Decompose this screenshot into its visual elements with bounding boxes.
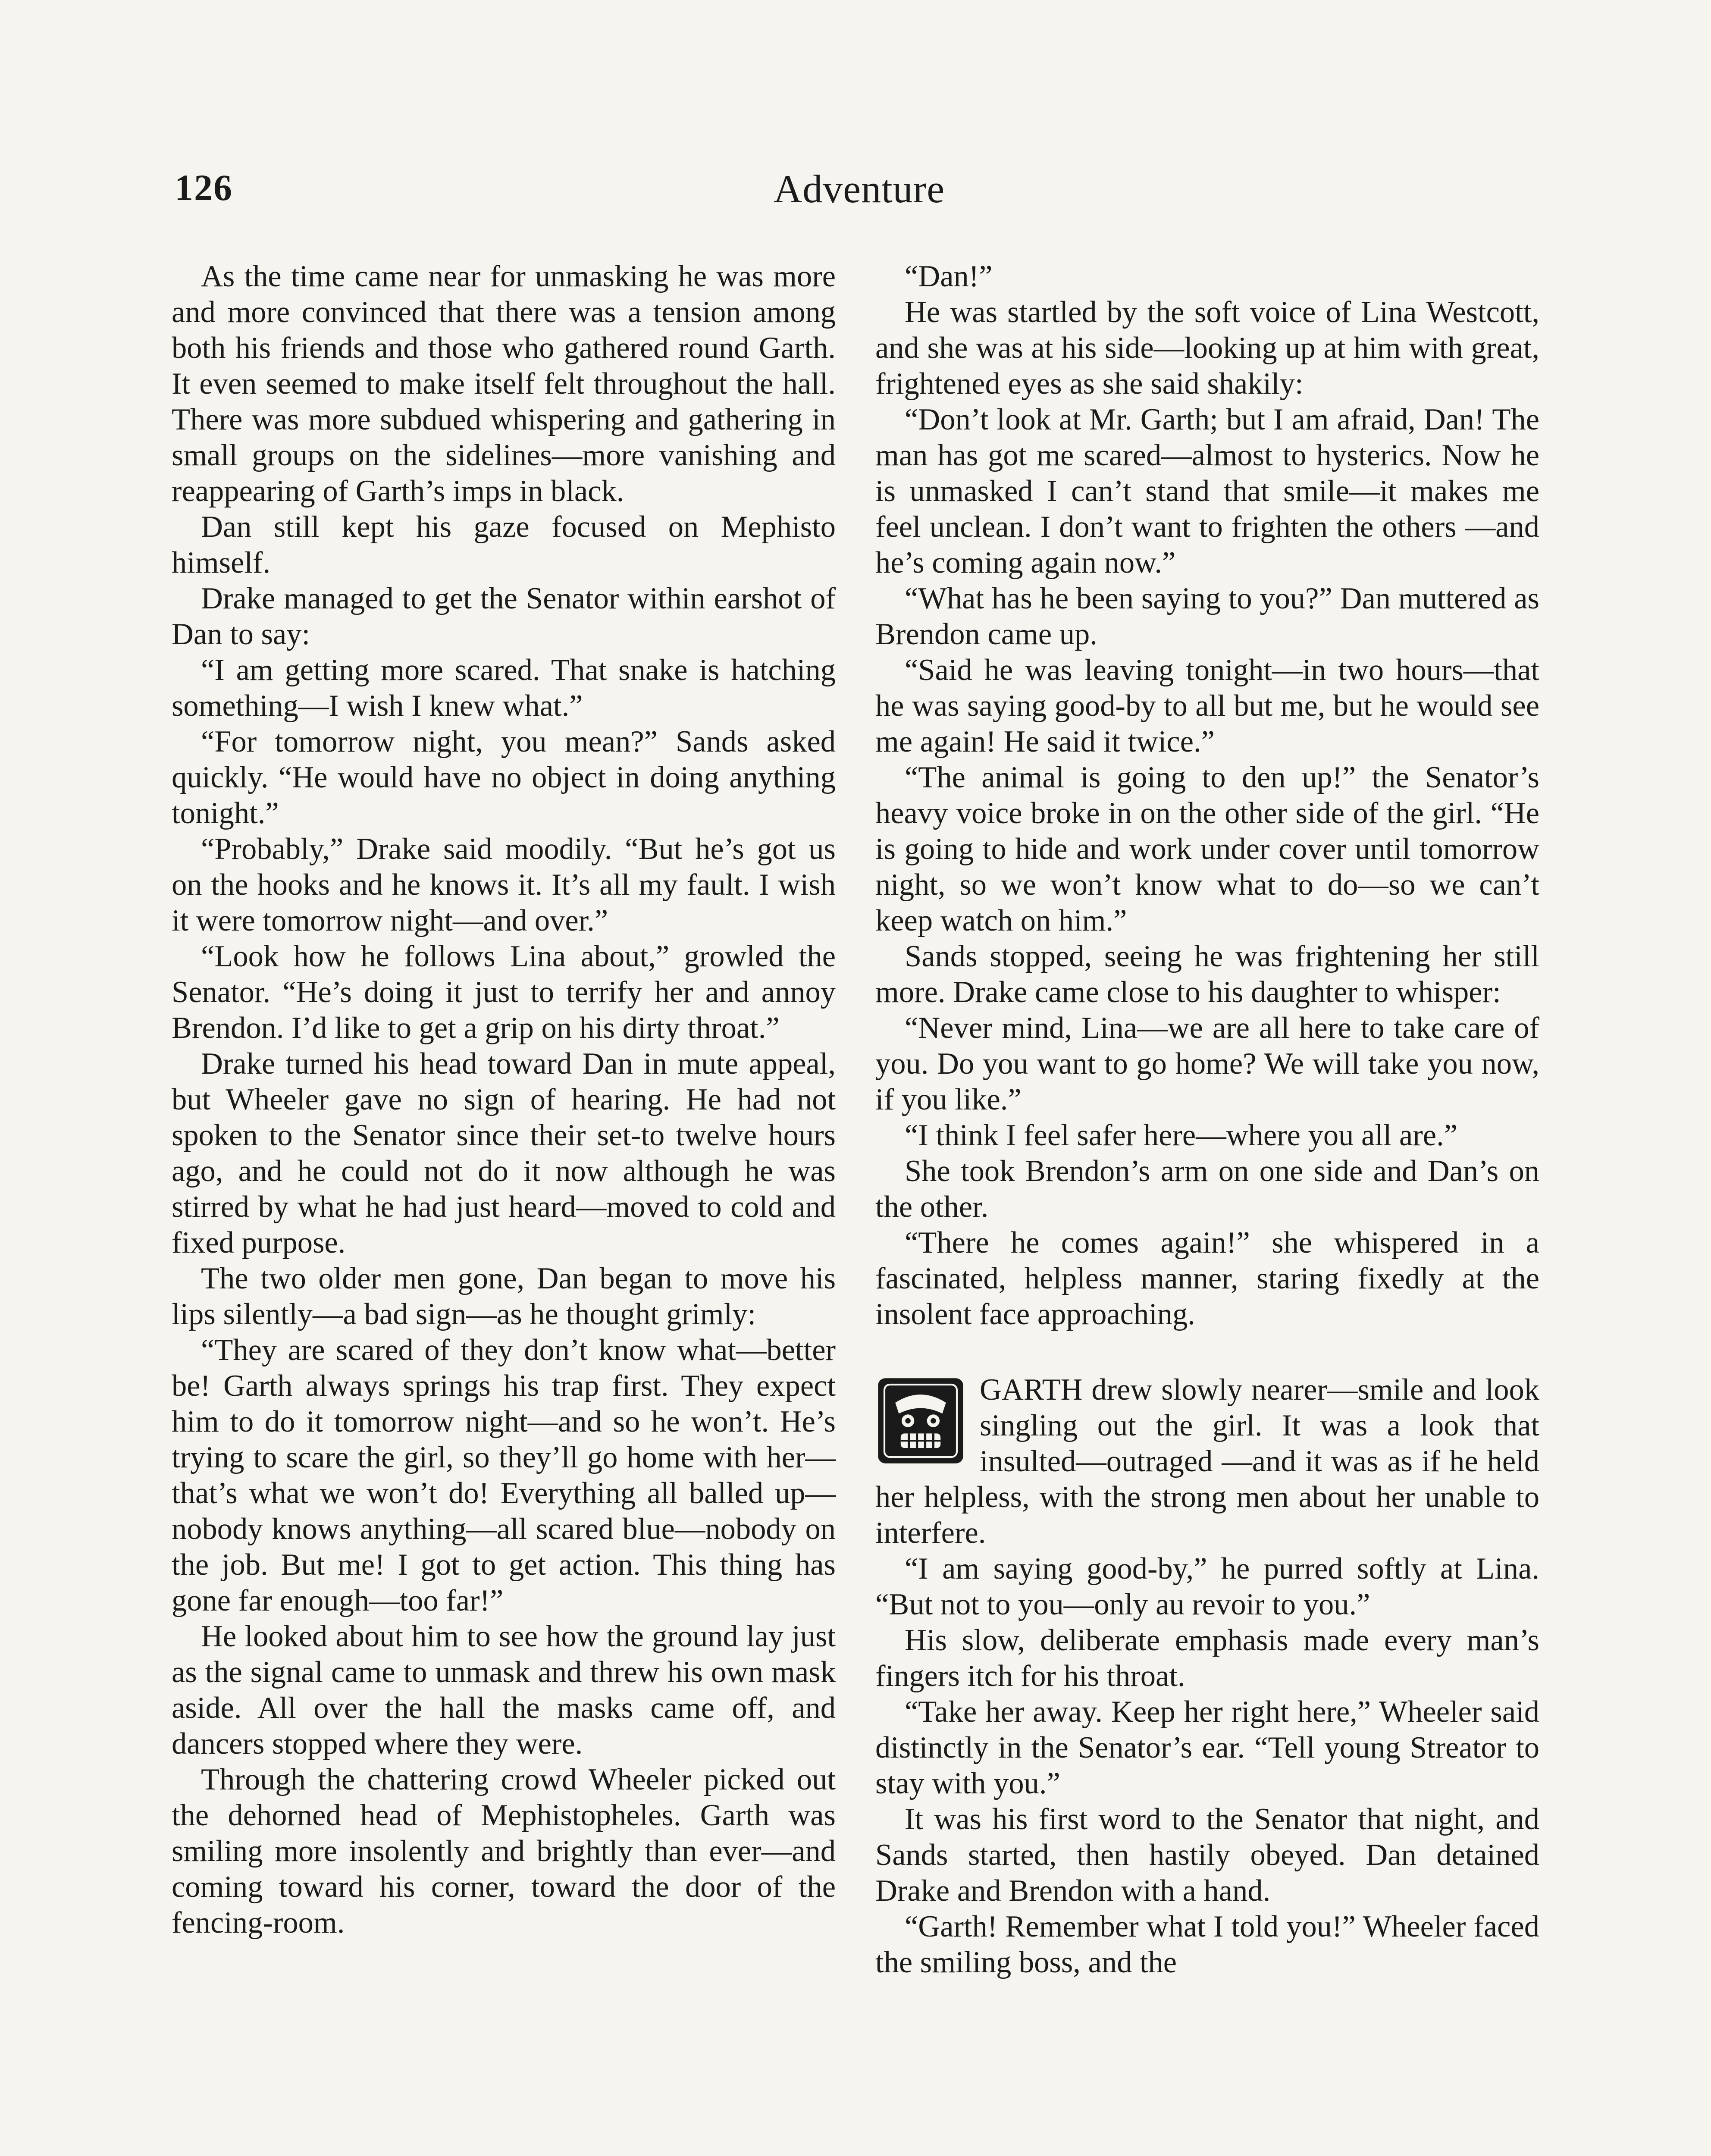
paragraph: “Look how he follows Lina about,” growled the Senator. “He’s doing it just to terrify her and annoy Brendon. I’d like to get a grip on his dirty throat.” (172, 940, 836, 1045)
paragraph: Through the chattering crowd Wheeler picked out the dehorned head of Mephistopheles. Garth was smiling more insolently and brightly than ever—and coming toward his corner, toward the door of the fencing-room. (172, 1763, 836, 1940)
paragraph: His slow, deliberate emphasis made every man’s fingers itch for his throat. (875, 1623, 1539, 1693)
paragraph: He looked about him to see how the ground lay just as the signal came to unmask and threw his own mask aside. All over the hall the masks came off, and dancers stopped where they were. (172, 1620, 836, 1761)
paragraph: “The animal is going to den up!” the Senator’s heavy voice broke in on the other side of the girl. “He is going to hide and work under cover until tomorrow night, so we won’t know what to do—so we can’t keep watch on him.” (875, 761, 1539, 937)
paragraph: “Never mind, Lina—we are all here to take care of you. Do you want to go home? We will take you now, if you like.” (875, 1011, 1539, 1116)
paragraph: It was his first word to the Senator that night, and Sands started, then hastily obeyed. Dan detained Drake and Brendon with a hand. (875, 1802, 1539, 1908)
dropcap-paragraph-text: GARTH drew slowly nearer—smile and look singling out the girl. It was a look that insulted—outraged —and it was as if he held her helpless, with the strong men about her unable to interfere. (875, 1373, 1539, 1550)
page-number: 126 (175, 167, 233, 208)
paragraph: Dan still kept his gaze focused on Mephisto himself. (172, 510, 836, 580)
paragraph: “Garth! Remember what I told you!” Wheeler faced the smiling boss, and the (875, 1910, 1539, 1979)
paragraph: She took Brendon’s arm on one side and Dan’s on the other. (875, 1154, 1539, 1224)
paragraph: “I am saying good-by,” he purred softly at Lina. “But not to you—only au revoir to you.” (875, 1552, 1539, 1621)
page-header (175, 166, 1544, 222)
paragraph: “Dan!” (905, 260, 993, 293)
paragraph: “Probably,” Drake said moodily. “But he’s got us on the hooks and he knows it. It’s all my fault. I wish it were tomorrow night—and over.” (172, 832, 836, 937)
paragraph: Drake turned his head toward Dan in mute appeal, but Wheeler gave no sign of hearing. He had not spoken to the Senator since their set-to twelve hours ago, and he could not do it now although he was stirred by what he had just heard—moved to cold and fixed purpose. (172, 1047, 836, 1260)
paragraph: “They are scared of they don’t know what—better be! Garth always springs his trap first. They expect him to do it tomorrow night—and so he won’t. He’s trying to scare the girl, so they’ll go home with her—that’s what we won’t do! Everything all balled up—nobody knows anything—all scared blue—nobody on the job. But me! I got to get action. This thing has gone far enough—too far!” (172, 1333, 836, 1617)
paragraph: “Don’t look at Mr. Garth; but I am afraid, Dan! The man has got me scared—almost to hysterics. Now he is unmasked I can’t stand that smile—it makes me feel unclean. I don’t want to frighten the others —and he’s coming again now.” (875, 403, 1539, 580)
paragraph: “Take her away. Keep her right here,” Wheeler said distinctly in the Senator’s ear. “Tell young Streator to stay with you.” (875, 1695, 1539, 1800)
paragraph: “Said he was leaving tonight—in two hours—that he was saying good-by to all but me, but he would see me again! He said it twice.” (875, 653, 1539, 758)
dropcap-paragraph (875, 1372, 1539, 1551)
paragraph: As the time came near for unmasking he was more and more convinced that there was a tension among both his friends and those who gathered round Garth. It even seemed to make itself felt throughout the hall. There was more subdued whispering and gathering in small groups on the sidelines—more vanishing and reappearing of Garth’s imps in black. (172, 260, 836, 508)
paragraph: The two older men gone, Dan began to move his lips silently—a bad sign—as he thought grimly: (172, 1262, 836, 1331)
paragraph: “I think I feel safer here—where you all are.” (905, 1119, 1458, 1152)
magazine-title: Adventure (773, 167, 945, 211)
paragraph: “I am getting more scared. That snake is hatching something—I wish I knew what.” (172, 653, 836, 723)
dropcap-ornament-icon (875, 1376, 969, 1470)
left-column (172, 259, 836, 1941)
paragraph: “What has he been saying to you?” Dan muttered as Brendon came up. (875, 582, 1539, 651)
paragraph: “There he comes again!” she whispered in a fascinated, helpless manner, staring fixedly at the insolent face approaching. (875, 1226, 1539, 1331)
paragraph: He was startled by the soft voice of Lina Westcott, and she was at his side—looking up at him with great, frightened eyes as she said shakily: (875, 295, 1539, 401)
right-column (875, 259, 1539, 1981)
paragraph: Sands stopped, seeing he was frightening her still more. Drake came close to his daughter to whisper: (875, 940, 1539, 1009)
section-break (875, 1332, 1539, 1372)
paragraph: Drake managed to get the Senator within earshot of Dan to say: (172, 582, 836, 651)
paragraph: “For tomorrow night, you mean?” Sands asked quickly. “He would have no object in doing anything tonight.” (172, 725, 836, 830)
